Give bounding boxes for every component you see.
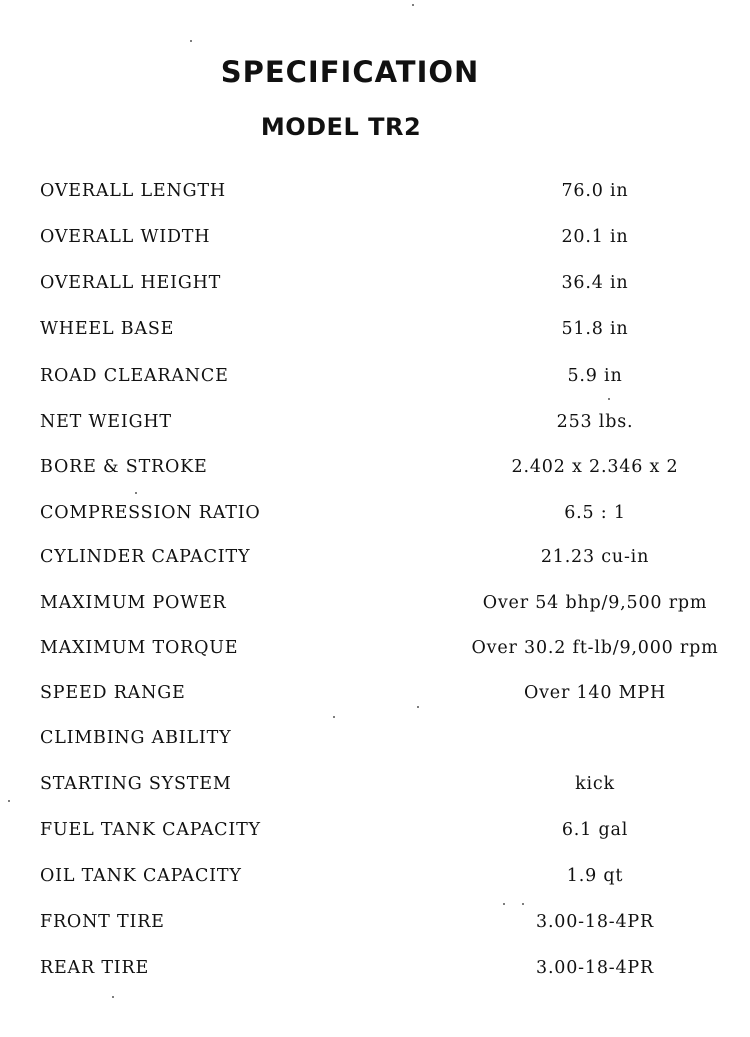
scan-speck [8, 800, 10, 802]
spec-row-overall-width [0, 227, 750, 257]
spec-label: OVERALL WIDTH [40, 227, 211, 247]
spec-label: NET WEIGHT [40, 412, 172, 432]
spec-row-fuel-tank-capacity [0, 820, 750, 850]
spec-row-net-weight [0, 412, 750, 442]
spec-label: OIL TANK CAPACITY [40, 866, 242, 886]
scan-speck [412, 4, 414, 6]
spec-value: 3.00-18-4PR [536, 912, 654, 932]
scan-speck [503, 903, 505, 905]
spec-row-bore-stroke [0, 457, 750, 487]
spec-row-road-clearance [0, 366, 750, 396]
spec-row-speed-range [0, 683, 750, 713]
spec-value: 36.4 in [561, 273, 629, 293]
spec-label: COMPRESSION RATIO [40, 503, 261, 523]
spec-label: CYLINDER CAPACITY [40, 547, 251, 567]
spec-row-starting-system [0, 774, 750, 804]
scan-speck [522, 903, 524, 905]
spec-value: 1.9 qt [566, 866, 624, 886]
spec-value: Over 140 MPH [523, 683, 667, 703]
scan-speck [190, 40, 192, 42]
page-title: SPECIFICATION [220, 55, 480, 89]
spec-row-overall-height [0, 273, 750, 303]
spec-label: CLIMBING ABILITY [40, 728, 232, 748]
spec-value: 6.1 gal [561, 820, 629, 840]
spec-label: REAR TIRE [40, 958, 150, 978]
spec-row-maximum-torque [0, 638, 750, 668]
spec-value: 2.402 x 2.346 x 2 [511, 457, 679, 477]
spec-value: 20.1 in [561, 227, 629, 247]
spec-value: 21.23 cu-in [540, 547, 650, 567]
spec-row-cylinder-capacity [0, 547, 750, 577]
spec-row-maximum-power [0, 593, 750, 623]
spec-row-compression-ratio [0, 503, 750, 533]
spec-value: 51.8 in [561, 319, 629, 339]
spec-value: 3.00-18-4PR [536, 958, 654, 978]
spec-row-oil-tank-capacity [0, 866, 750, 896]
spec-row-front-tire [0, 912, 750, 942]
spec-label: ROAD CLEARANCE [40, 366, 229, 386]
spec-row-climbing-ability [0, 728, 750, 758]
scan-speck [333, 716, 335, 718]
spec-label: MAXIMUM POWER [40, 593, 227, 613]
spec-row-rear-tire [0, 958, 750, 988]
scan-speck [112, 996, 114, 998]
spec-label: FUEL TANK CAPACITY [40, 820, 261, 840]
spec-label: OVERALL LENGTH [40, 181, 226, 201]
scan-speck [417, 706, 419, 708]
spec-value: 5.9 in [567, 366, 623, 386]
spec-label: MAXIMUM TORQUE [40, 638, 239, 658]
scan-speck [135, 492, 137, 494]
spec-row-overall-length [0, 181, 750, 211]
spec-label: FRONT TIRE [40, 912, 165, 932]
spec-label: STARTING SYSTEM [40, 774, 232, 794]
spec-value: 253 lbs. [556, 412, 634, 432]
spec-row-wheel-base [0, 319, 750, 349]
spec-label: OVERALL HEIGHT [40, 273, 222, 293]
spec-label: SPEED RANGE [40, 683, 186, 703]
spec-label: BORE & STROKE [40, 457, 208, 477]
spec-value: kick [575, 774, 615, 794]
spec-value: Over 30.2 ft-lb/9,000 rpm [471, 638, 719, 658]
spec-value: 6.5 : 1 [564, 503, 626, 523]
spec-label: WHEEL BASE [40, 319, 175, 339]
spec-value: Over 54 bhp/9,500 rpm [482, 593, 708, 613]
scan-speck [608, 398, 610, 400]
model-subtitle: MODEL TR2 [260, 113, 422, 141]
spec-value: 76.0 in [561, 181, 629, 201]
